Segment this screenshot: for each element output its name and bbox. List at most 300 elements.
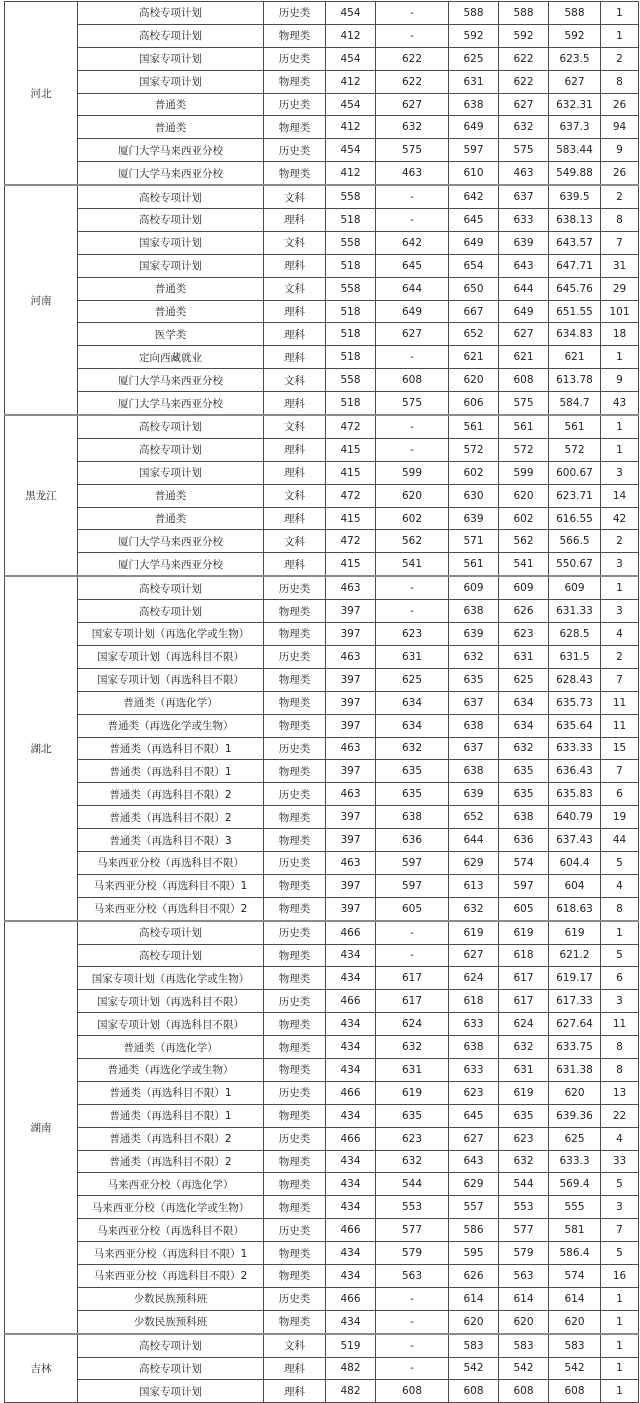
count-cell: 13	[601, 1081, 639, 1104]
max-score-cell: 629	[449, 1173, 499, 1196]
program-cell: 高校专项计划	[78, 600, 264, 623]
count-cell: 8	[601, 1036, 639, 1059]
table-row	[5, 438, 639, 461]
control-line-cell: 397	[326, 874, 376, 897]
program-cell: 少数民族预科班	[78, 1310, 264, 1333]
min-score-cell: 602	[499, 507, 549, 530]
min-score-cell: 608	[499, 369, 549, 392]
control-line-cell: 454	[326, 2, 376, 25]
control-line-cell: 454	[326, 47, 376, 70]
count-cell: 7	[601, 760, 639, 783]
control-line-cell: 472	[326, 415, 376, 438]
subject-category-cell: 历史类	[264, 921, 326, 944]
score-col5-cell: 575	[376, 392, 449, 415]
subject-category-cell: 理科	[264, 438, 326, 461]
table-row	[5, 668, 639, 691]
subject-category-cell: 理科	[264, 209, 326, 232]
min-score-cell: 553	[499, 1196, 549, 1219]
count-cell: 3	[601, 600, 639, 623]
max-score-cell: 627	[449, 944, 499, 967]
score-col5-cell: -	[376, 576, 449, 599]
min-score-cell: 632	[499, 1150, 549, 1173]
score-col5-cell: -	[376, 944, 449, 967]
table-row	[5, 507, 639, 530]
control-line-cell: 454	[326, 93, 376, 116]
program-cell: 普通类（再选科目不限）2	[78, 1150, 264, 1173]
table-row	[5, 300, 639, 323]
min-score-cell: 649	[499, 300, 549, 323]
avg-score-cell: 635.73	[549, 691, 601, 714]
table-row	[5, 1334, 639, 1357]
province-cell: 吉林	[5, 1334, 78, 1403]
program-cell: 国家专项计划（再选科目不限）	[78, 668, 264, 691]
max-score-cell: 592	[449, 24, 499, 47]
table-row	[5, 851, 639, 874]
score-col5-cell: -	[376, 1287, 449, 1310]
program-cell: 普通类（再选科目不限）2	[78, 783, 264, 806]
control-line-cell: 434	[326, 1013, 376, 1036]
score-col5-cell: 645	[376, 254, 449, 277]
subject-category-cell: 理科	[264, 300, 326, 323]
control-line-cell: 519	[326, 1334, 376, 1357]
min-score-cell: 637	[499, 185, 549, 208]
max-score-cell: 632	[449, 645, 499, 668]
avg-score-cell: 639.5	[549, 185, 601, 208]
table-row	[5, 1357, 639, 1380]
max-score-cell: 608	[449, 1380, 499, 1403]
score-col5-cell: 563	[376, 1264, 449, 1287]
min-score-cell: 572	[499, 438, 549, 461]
max-score-cell: 610	[449, 162, 499, 185]
subject-category-cell: 物理类	[264, 944, 326, 967]
table-row	[5, 829, 639, 852]
min-score-cell: 623	[499, 623, 549, 646]
subject-category-cell: 历史类	[264, 139, 326, 162]
score-col5-cell: 617	[376, 990, 449, 1013]
table-row	[5, 116, 639, 139]
control-line-cell: 466	[326, 1127, 376, 1150]
max-score-cell: 620	[449, 369, 499, 392]
control-line-cell: 518	[326, 323, 376, 346]
max-score-cell: 638	[449, 714, 499, 737]
max-score-cell: 638	[449, 1036, 499, 1059]
program-cell: 普通类（再选科目不限）2	[78, 806, 264, 829]
avg-score-cell: 617.33	[549, 990, 601, 1013]
program-cell: 普通类（再选化学或生物）	[78, 714, 264, 737]
min-score-cell: 575	[499, 392, 549, 415]
min-score-cell: 561	[499, 415, 549, 438]
subject-category-cell: 物理类	[264, 1150, 326, 1173]
score-col5-cell: 636	[376, 829, 449, 852]
control-line-cell: 518	[326, 209, 376, 232]
count-cell: 18	[601, 323, 639, 346]
min-score-cell: 626	[499, 600, 549, 623]
min-score-cell: 634	[499, 691, 549, 714]
max-score-cell: 649	[449, 116, 499, 139]
control-line-cell: 397	[326, 623, 376, 646]
subject-category-cell: 历史类	[264, 1081, 326, 1104]
avg-score-cell: 637.3	[549, 116, 601, 139]
max-score-cell: 557	[449, 1196, 499, 1219]
control-line-cell: 434	[326, 1036, 376, 1059]
max-score-cell: 614	[449, 1287, 499, 1310]
table-row	[5, 1127, 639, 1150]
min-score-cell: 644	[499, 277, 549, 300]
avg-score-cell: 623.71	[549, 484, 601, 507]
subject-category-cell: 历史类	[264, 47, 326, 70]
subject-category-cell: 理科	[264, 346, 326, 369]
control-line-cell: 482	[326, 1357, 376, 1380]
count-cell: 3	[601, 990, 639, 1013]
subject-category-cell: 物理类	[264, 1104, 326, 1127]
score-col5-cell: 541	[376, 553, 449, 576]
program-cell: 高校专项计划	[78, 921, 264, 944]
subject-category-cell: 文科	[264, 185, 326, 208]
table-row	[5, 553, 639, 576]
avg-score-cell: 632.31	[549, 93, 601, 116]
subject-category-cell: 物理类	[264, 1196, 326, 1219]
program-cell: 马来西亚分校（再选科目不限）1	[78, 874, 264, 897]
count-cell: 43	[601, 392, 639, 415]
count-cell: 1	[601, 576, 639, 599]
control-line-cell: 454	[326, 139, 376, 162]
min-score-cell: 632	[499, 116, 549, 139]
max-score-cell: 606	[449, 392, 499, 415]
min-score-cell: 620	[499, 1310, 549, 1333]
count-cell: 7	[601, 231, 639, 254]
program-cell: 定向西藏就业	[78, 346, 264, 369]
avg-score-cell: 583.44	[549, 139, 601, 162]
control-line-cell: 558	[326, 185, 376, 208]
subject-category-cell: 理科	[264, 1357, 326, 1380]
count-cell: 1	[601, 921, 639, 944]
avg-score-cell: 588	[549, 2, 601, 25]
subject-category-cell: 物理类	[264, 1310, 326, 1333]
score-col5-cell: -	[376, 921, 449, 944]
control-line-cell: 463	[326, 576, 376, 599]
min-score-cell: 608	[499, 1380, 549, 1403]
count-cell: 15	[601, 737, 639, 760]
avg-score-cell: 647.71	[549, 254, 601, 277]
max-score-cell: 630	[449, 484, 499, 507]
control-line-cell: 518	[326, 392, 376, 415]
max-score-cell: 652	[449, 323, 499, 346]
avg-score-cell: 616.55	[549, 507, 601, 530]
count-cell: 2	[601, 530, 639, 553]
province-cell: 河南	[5, 185, 78, 415]
avg-score-cell: 635.64	[549, 714, 601, 737]
avg-score-cell: 633.3	[549, 1150, 601, 1173]
program-cell: 马来西亚分校（再选科目不限）	[78, 851, 264, 874]
max-score-cell: 618	[449, 990, 499, 1013]
control-line-cell: 482	[326, 1380, 376, 1403]
count-cell: 1	[601, 1287, 639, 1310]
program-cell: 国家专项计划	[78, 461, 264, 484]
control-line-cell: 558	[326, 277, 376, 300]
score-col5-cell: 599	[376, 461, 449, 484]
count-cell: 2	[601, 47, 639, 70]
program-cell: 普通类	[78, 93, 264, 116]
count-cell: 11	[601, 714, 639, 737]
province-cell: 湖南	[5, 921, 78, 1334]
count-cell: 3	[601, 461, 639, 484]
min-score-cell: 632	[499, 1036, 549, 1059]
score-col5-cell: 577	[376, 1219, 449, 1242]
program-cell: 普通类	[78, 116, 264, 139]
min-score-cell: 623	[499, 1127, 549, 1150]
avg-score-cell: 619.17	[549, 967, 601, 990]
count-cell: 16	[601, 1264, 639, 1287]
max-score-cell: 623	[449, 1081, 499, 1104]
avg-score-cell: 633.75	[549, 1036, 601, 1059]
program-cell: 厦门大学马来西亚分校	[78, 369, 264, 392]
subject-category-cell: 理科	[264, 392, 326, 415]
program-cell: 医学类	[78, 323, 264, 346]
min-score-cell: 639	[499, 231, 549, 254]
control-line-cell: 434	[326, 1310, 376, 1333]
avg-score-cell: 623.5	[549, 47, 601, 70]
control-line-cell: 397	[326, 760, 376, 783]
score-col5-cell: 635	[376, 783, 449, 806]
table-row	[5, 874, 639, 897]
score-col5-cell: 638	[376, 806, 449, 829]
program-cell: 国家专项计划	[78, 47, 264, 70]
table-row	[5, 461, 639, 484]
program-cell: 普通类（再选化学）	[78, 1036, 264, 1059]
program-cell: 厦门大学马来西亚分校	[78, 530, 264, 553]
avg-score-cell: 549.88	[549, 162, 601, 185]
min-score-cell: 635	[499, 783, 549, 806]
table-row	[5, 139, 639, 162]
min-score-cell: 621	[499, 346, 549, 369]
table-row	[5, 24, 639, 47]
count-cell: 31	[601, 254, 639, 277]
max-score-cell: 643	[449, 1150, 499, 1173]
avg-score-cell: 651.55	[549, 300, 601, 323]
min-score-cell: 632	[499, 737, 549, 760]
count-cell: 1	[601, 1310, 639, 1333]
min-score-cell: 609	[499, 576, 549, 599]
table-row	[5, 990, 639, 1013]
count-cell: 3	[601, 553, 639, 576]
score-col5-cell: -	[376, 1357, 449, 1380]
subject-category-cell: 历史类	[264, 1219, 326, 1242]
max-score-cell: 645	[449, 1104, 499, 1127]
count-cell: 5	[601, 851, 639, 874]
max-score-cell: 667	[449, 300, 499, 323]
control-line-cell: 397	[326, 806, 376, 829]
subject-category-cell: 物理类	[264, 162, 326, 185]
score-col5-cell: 635	[376, 760, 449, 783]
max-score-cell: 602	[449, 461, 499, 484]
control-line-cell: 412	[326, 116, 376, 139]
table-row	[5, 714, 639, 737]
control-line-cell: 434	[326, 1058, 376, 1081]
subject-category-cell: 物理类	[264, 760, 326, 783]
admission-score-table	[4, 1, 639, 1403]
program-cell: 高校专项计划	[78, 576, 264, 599]
score-col5-cell: 620	[376, 484, 449, 507]
avg-score-cell: 619	[549, 921, 601, 944]
program-cell: 普通类（再选科目不限）1	[78, 737, 264, 760]
control-line-cell: 518	[326, 346, 376, 369]
count-cell: 33	[601, 1150, 639, 1173]
control-line-cell: 434	[326, 1196, 376, 1219]
table-row	[5, 576, 639, 599]
max-score-cell: 627	[449, 1127, 499, 1150]
min-score-cell: 605	[499, 897, 549, 920]
score-col5-cell: 562	[376, 530, 449, 553]
program-cell: 国家专项计划（再选化学或生物）	[78, 623, 264, 646]
table-row	[5, 392, 639, 415]
avg-score-cell: 583	[549, 1334, 601, 1357]
avg-score-cell: 631.33	[549, 600, 601, 623]
subject-category-cell: 物理类	[264, 116, 326, 139]
min-score-cell: 592	[499, 24, 549, 47]
count-cell: 1	[601, 346, 639, 369]
score-col5-cell: 597	[376, 851, 449, 874]
subject-category-cell: 理科	[264, 553, 326, 576]
program-cell: 马来西亚分校（再选化学或生物）	[78, 1196, 264, 1219]
score-col5-cell: -	[376, 2, 449, 25]
program-cell: 普通类（再选化学）	[78, 691, 264, 714]
program-cell: 国家专项计划	[78, 1380, 264, 1403]
score-col5-cell: 649	[376, 300, 449, 323]
subject-category-cell: 物理类	[264, 1036, 326, 1059]
score-col5-cell: 625	[376, 668, 449, 691]
control-line-cell: 466	[326, 1081, 376, 1104]
table-row	[5, 783, 639, 806]
table-row	[5, 1264, 639, 1287]
avg-score-cell: 608	[549, 1380, 601, 1403]
subject-category-cell: 理科	[264, 507, 326, 530]
min-score-cell: 625	[499, 668, 549, 691]
subject-category-cell: 文科	[264, 277, 326, 300]
min-score-cell: 622	[499, 70, 549, 93]
min-score-cell: 617	[499, 967, 549, 990]
max-score-cell: 629	[449, 851, 499, 874]
max-score-cell: 625	[449, 47, 499, 70]
max-score-cell: 561	[449, 415, 499, 438]
min-score-cell: 633	[499, 209, 549, 232]
max-score-cell: 586	[449, 1219, 499, 1242]
control-line-cell: 466	[326, 1219, 376, 1242]
table-row	[5, 967, 639, 990]
score-col5-cell: -	[376, 438, 449, 461]
avg-score-cell: 625	[549, 1127, 601, 1150]
control-line-cell: 466	[326, 1287, 376, 1310]
min-score-cell: 638	[499, 806, 549, 829]
score-col5-cell: 624	[376, 1013, 449, 1036]
min-score-cell: 574	[499, 851, 549, 874]
count-cell: 8	[601, 897, 639, 920]
program-cell: 高校专项计划	[78, 2, 264, 25]
table-body	[5, 2, 639, 1403]
table-row	[5, 1287, 639, 1310]
program-cell: 国家专项计划	[78, 231, 264, 254]
table-row	[5, 254, 639, 277]
count-cell: 7	[601, 1219, 639, 1242]
score-col5-cell: 579	[376, 1242, 449, 1265]
avg-score-cell: 550.67	[549, 553, 601, 576]
min-score-cell: 631	[499, 645, 549, 668]
table-row	[5, 369, 639, 392]
max-score-cell: 583	[449, 1334, 499, 1357]
score-col5-cell: -	[376, 1310, 449, 1333]
max-score-cell: 542	[449, 1357, 499, 1380]
table-row	[5, 600, 639, 623]
score-col5-cell: 632	[376, 737, 449, 760]
min-score-cell: 635	[499, 1104, 549, 1127]
control-line-cell: 434	[326, 1264, 376, 1287]
min-score-cell: 577	[499, 1219, 549, 1242]
table-row	[5, 346, 639, 369]
subject-category-cell: 文科	[264, 1334, 326, 1357]
subject-category-cell: 物理类	[264, 714, 326, 737]
max-score-cell: 645	[449, 209, 499, 232]
program-cell: 马来西亚分校（再选科目不限）1	[78, 1242, 264, 1265]
province-cell: 湖北	[5, 576, 78, 920]
subject-category-cell: 历史类	[264, 645, 326, 668]
avg-score-cell: 639.36	[549, 1104, 601, 1127]
max-score-cell: 644	[449, 829, 499, 852]
table-row	[5, 323, 639, 346]
count-cell: 44	[601, 829, 639, 852]
min-score-cell: 579	[499, 1242, 549, 1265]
max-score-cell: 613	[449, 874, 499, 897]
avg-score-cell: 600.67	[549, 461, 601, 484]
score-col5-cell: 631	[376, 1058, 449, 1081]
table-row	[5, 185, 639, 208]
avg-score-cell: 631.5	[549, 645, 601, 668]
score-col5-cell: 608	[376, 369, 449, 392]
program-cell: 厦门大学马来西亚分校	[78, 162, 264, 185]
program-cell: 普通类（再选科目不限）1	[78, 1104, 264, 1127]
control-line-cell: 397	[326, 714, 376, 737]
score-col5-cell: 632	[376, 116, 449, 139]
program-cell: 马来西亚分校（再选科目不限）2	[78, 1264, 264, 1287]
min-score-cell: 542	[499, 1357, 549, 1380]
min-score-cell: 614	[499, 1287, 549, 1310]
program-cell: 高校专项计划	[78, 1357, 264, 1380]
count-cell: 1	[601, 2, 639, 25]
subject-category-cell: 文科	[264, 231, 326, 254]
score-col5-cell: 631	[376, 645, 449, 668]
avg-score-cell: 636.43	[549, 760, 601, 783]
score-col5-cell: -	[376, 209, 449, 232]
min-score-cell: 562	[499, 530, 549, 553]
program-cell: 国家专项计划	[78, 254, 264, 277]
table-row	[5, 70, 639, 93]
score-col5-cell: -	[376, 24, 449, 47]
control-line-cell: 434	[326, 1242, 376, 1265]
control-line-cell: 463	[326, 645, 376, 668]
avg-score-cell: 635.83	[549, 783, 601, 806]
min-score-cell: 627	[499, 323, 549, 346]
program-cell: 高校专项计划	[78, 438, 264, 461]
table-row	[5, 623, 639, 646]
min-score-cell: 618	[499, 944, 549, 967]
subject-category-cell: 历史类	[264, 1127, 326, 1150]
count-cell: 29	[601, 277, 639, 300]
score-col5-cell: 544	[376, 1173, 449, 1196]
count-cell: 8	[601, 209, 639, 232]
subject-category-cell: 理科	[264, 1380, 326, 1403]
table-row	[5, 1173, 639, 1196]
count-cell: 1	[601, 1380, 639, 1403]
max-score-cell: 571	[449, 530, 499, 553]
avg-score-cell: 621	[549, 346, 601, 369]
